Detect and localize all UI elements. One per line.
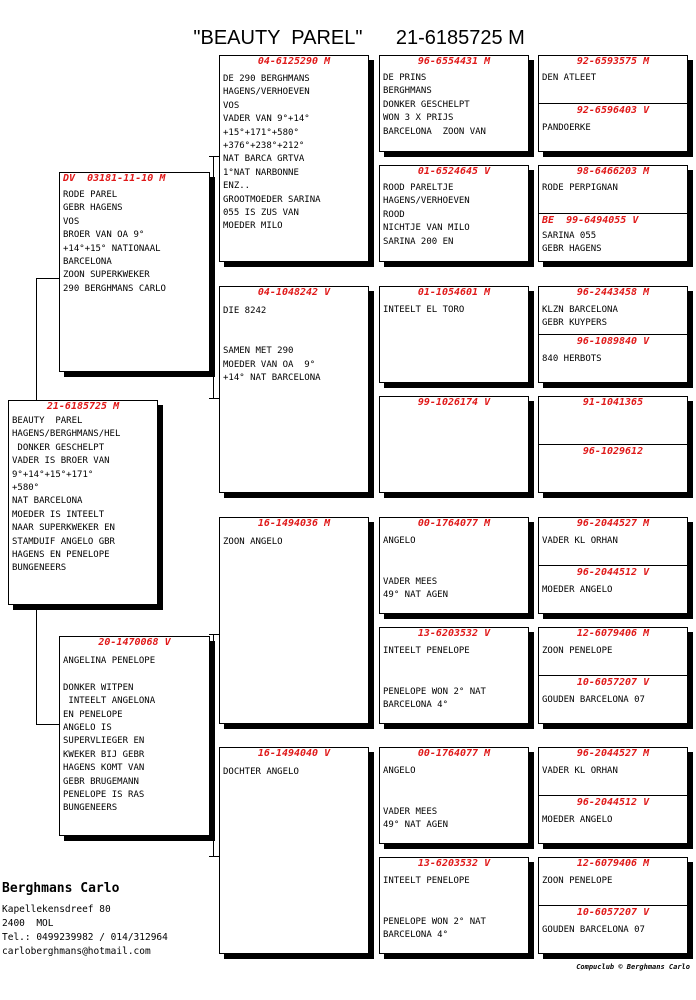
connector (533, 655, 534, 701)
pigeon-description: PANDOERKE (542, 123, 591, 133)
connector (36, 278, 37, 401)
pigeon-description: ZOON ANGELO (223, 537, 283, 547)
ring-number: 96-1029612 (582, 446, 644, 457)
ring-number: 96-2044512 V (576, 797, 650, 808)
pigeon-description: DE 290 BERGHMANS HAGENS/VERHOEVEN VOS VADER VAN 9°+14° +15°+171°+580° +376°+238°+212° NAT BARCA GRTVA 1°NAT NARBONNE ENZ.. GROOTMOEDER SARINA 055 IS ZUS VAN MOEDER MILO (223, 74, 321, 232)
connector (36, 278, 60, 279)
ring-number: 10-6057207 V (576, 907, 650, 918)
pigeon-description: ROOD PARELTJE HAGENS/VERHOEVEN ROOD NICHTJE VAN MILO SARINA 200 EN (383, 183, 470, 247)
ring-number: 01-1054601 M (417, 287, 491, 298)
ring-number: 96-2044527 M (576, 518, 650, 529)
grandparent-card[interactable] (219, 286, 369, 493)
dam-card[interactable] (59, 636, 210, 836)
connector (533, 310, 534, 356)
pair-divider (538, 334, 688, 335)
ring-number: 91-1041365 (582, 397, 644, 408)
ring-number: 12-6079406 M (576, 628, 650, 639)
pigeon-description: INTEELT EL TORO (383, 305, 465, 315)
great-grandparent-card[interactable] (379, 165, 529, 262)
pigeon-description: DOCHTER ANGELO (223, 767, 299, 777)
ring-number: 00-1764077 M (417, 748, 491, 759)
country-code: BE (542, 215, 555, 226)
subject-card[interactable] (8, 400, 158, 605)
ring-number: 10-6057207 V (576, 677, 650, 688)
ring-number: 96-2443458 M (576, 287, 650, 298)
pigeon-remark: PENELOPE WON 2° NAT BARCELONA 4° (383, 687, 486, 711)
pigeon-description: MOEDER ANGELO (542, 585, 613, 595)
grandparent-card[interactable] (219, 55, 369, 262)
pigeon-description: GOUDEN BARCELONA 07 (542, 925, 645, 935)
connector (533, 885, 534, 931)
pair-divider (538, 675, 688, 676)
great-grandparent-card[interactable] (379, 627, 529, 724)
grandparent-card[interactable] (219, 517, 369, 724)
connector (533, 420, 534, 466)
connector (373, 792, 374, 904)
sire-card[interactable] (59, 172, 210, 372)
ring-number: 13-6203532 V (417, 628, 491, 639)
ring-number: 00-1764077 M (417, 518, 491, 529)
pigeon-description: ANGELO (383, 766, 416, 776)
pair-divider (538, 795, 688, 796)
pair-divider (538, 103, 688, 104)
pigeon-description: DEN ATLEET (542, 73, 597, 83)
connector (213, 156, 214, 398)
pigeon-description: RODE PERPIGNAN (542, 183, 618, 193)
pigeon-remark: VADER MEES 49° NAT AGEN (383, 807, 449, 831)
ancestor-pair-card[interactable] (538, 396, 688, 493)
pigeon-description: RODE PAREL GEBR HAGENS VOS BROER VAN OA 9° +14°+15° NATIONAAL BARCELONA ZOON SUPERKWEKER 290 BERGHMANS CARLO (63, 190, 166, 294)
pigeon-description: MOEDER ANGELO (542, 815, 613, 825)
owner-street: Kapellekensdreef 80 (2, 904, 111, 915)
great-grandparent-card[interactable] (379, 747, 529, 844)
title-pigeon-name: "BEAUTY PAREL" (193, 27, 363, 49)
ring-number: 16-1494036 M (257, 518, 331, 529)
ancestor-pair-card[interactable] (538, 165, 688, 262)
ancestor-pair-card[interactable] (538, 286, 688, 383)
connector (213, 634, 214, 856)
ring-number: 98-6466203 M (576, 166, 650, 177)
great-grandparent-card[interactable] (379, 396, 529, 493)
ring-number: 13-6203532 V (417, 858, 491, 869)
owner-email[interactable]: carloberghmans@hotmail.com (2, 946, 151, 957)
great-grandparent-card[interactable] (379, 286, 529, 383)
great-grandparent-card[interactable] (379, 517, 529, 614)
pigeon-description: INTEELT PENELOPE (383, 646, 470, 656)
ring-number: 04-1048242 V (257, 287, 331, 298)
connector (533, 190, 534, 236)
ancestor-pair-card[interactable] (538, 627, 688, 724)
connector (373, 562, 374, 674)
connector (533, 775, 534, 821)
software-credit: Compuclub © Berghmans Carlo (576, 963, 690, 971)
connector (373, 88, 374, 199)
pair-divider (538, 565, 688, 566)
ancestor-pair-card[interactable] (538, 55, 688, 152)
connector (373, 318, 374, 438)
pigeon-description: INTEELT PENELOPE (383, 876, 470, 886)
owner-phone: Tel.: 0499239982 / 014/312964 (2, 932, 168, 943)
pigeon-description: VADER KL ORHAN (542, 766, 618, 776)
pigeon-description: DE PRINS BERGHMANS DONKER GESCHELPT WON 3 X PRIJS BARCELONA ZOON VAN (383, 73, 486, 137)
pigeon-description: VADER KL ORHAN (542, 536, 618, 546)
ring-number (539, 215, 687, 227)
owner-name: Berghmans Carlo (2, 881, 120, 896)
pigeon-remark: VADER MEES 49° NAT AGEN (383, 577, 449, 601)
ring-number: 04-6125290 M (257, 56, 331, 67)
ring-number: 96-1089840 V (576, 336, 650, 347)
pigeon-description: GOUDEN BARCELONA 07 (542, 695, 645, 705)
ring-number: DV 03181-11-10 M (63, 173, 166, 184)
great-grandparent-card[interactable] (379, 857, 529, 954)
connector (533, 82, 534, 128)
connector (36, 604, 37, 724)
ring-number: 20-1470068 V (98, 637, 171, 648)
ring-number: 99-1026174 V (417, 397, 491, 408)
pair-divider (538, 444, 688, 445)
pigeon-description: BEAUTY PAREL HAGENS/BERGHMANS/HEL DONKER GESCHELPT VADER IS BROER VAN 9°+14°+15°+171° +580° NAT BARCELONA MOEDER IS INTEELT NAAR SUPERKWEKER EN STAMDUIF ANGELO GBR HAGENS EN PENELOPE BUNGENEERS (12, 416, 121, 574)
pigeon-description: SARINA 055 GEBR HAGENS (542, 231, 602, 255)
ring-number: 92-6596403 V (576, 105, 650, 116)
ring-number: 96-6554431 M (417, 56, 491, 67)
ring-number: 16-1494040 V (257, 748, 331, 759)
ring-number: 96-2044527 M (576, 748, 650, 759)
grandparent-card[interactable] (219, 747, 369, 954)
ring-number: 92-6593575 M (576, 56, 650, 67)
owner-city: 2400 MOL (2, 918, 54, 929)
pair-divider (538, 905, 688, 906)
ring-digits: 99-6494055 V (566, 215, 639, 226)
title-ring-number: 21-6185725 M (395, 27, 525, 49)
pigeon-description: 840 HERBOTS (542, 354, 602, 364)
ring-number: 01-6524645 V (417, 166, 491, 177)
pigeon-description: ZOON PENELOPE (542, 876, 613, 886)
ring-number: 21-6185725 M (46, 401, 120, 412)
pair-divider (538, 213, 688, 214)
pigeon-description: ANGELO (383, 536, 416, 546)
connector (36, 724, 60, 725)
great-grandparent-card[interactable] (379, 55, 529, 152)
pigeon-description: ZOON PENELOPE (542, 646, 613, 656)
ancestor-pair-card[interactable] (538, 857, 688, 954)
pigeon-description: DIE 8242 SAMEN MET 290 MOEDER VAN OA 9° +14° NAT BARCELONA (223, 306, 321, 384)
pigeon-remark: PENELOPE WON 2° NAT BARCELONA 4° (383, 917, 486, 941)
pigeon-description: ANGELINA PENELOPE DONKER WITPEN INTEELT ANGELONA EN PENELOPE ANGELO IS SUPERVLIEGER EN KWEKER BIJ GEBR HAGENS KOMT VAN GEBR BRUGEMANN PENELOPE IS RAS BUNGENEERS (63, 656, 156, 814)
ancestor-pair-card[interactable] (538, 747, 688, 844)
pigeon-description: KLZN BARCELONA GEBR KUYPERS (542, 305, 618, 329)
ancestor-pair-card[interactable] (538, 517, 688, 614)
ring-number: 12-6079406 M (576, 858, 650, 869)
ring-number: 96-2044512 V (576, 567, 650, 578)
connector (533, 545, 534, 591)
